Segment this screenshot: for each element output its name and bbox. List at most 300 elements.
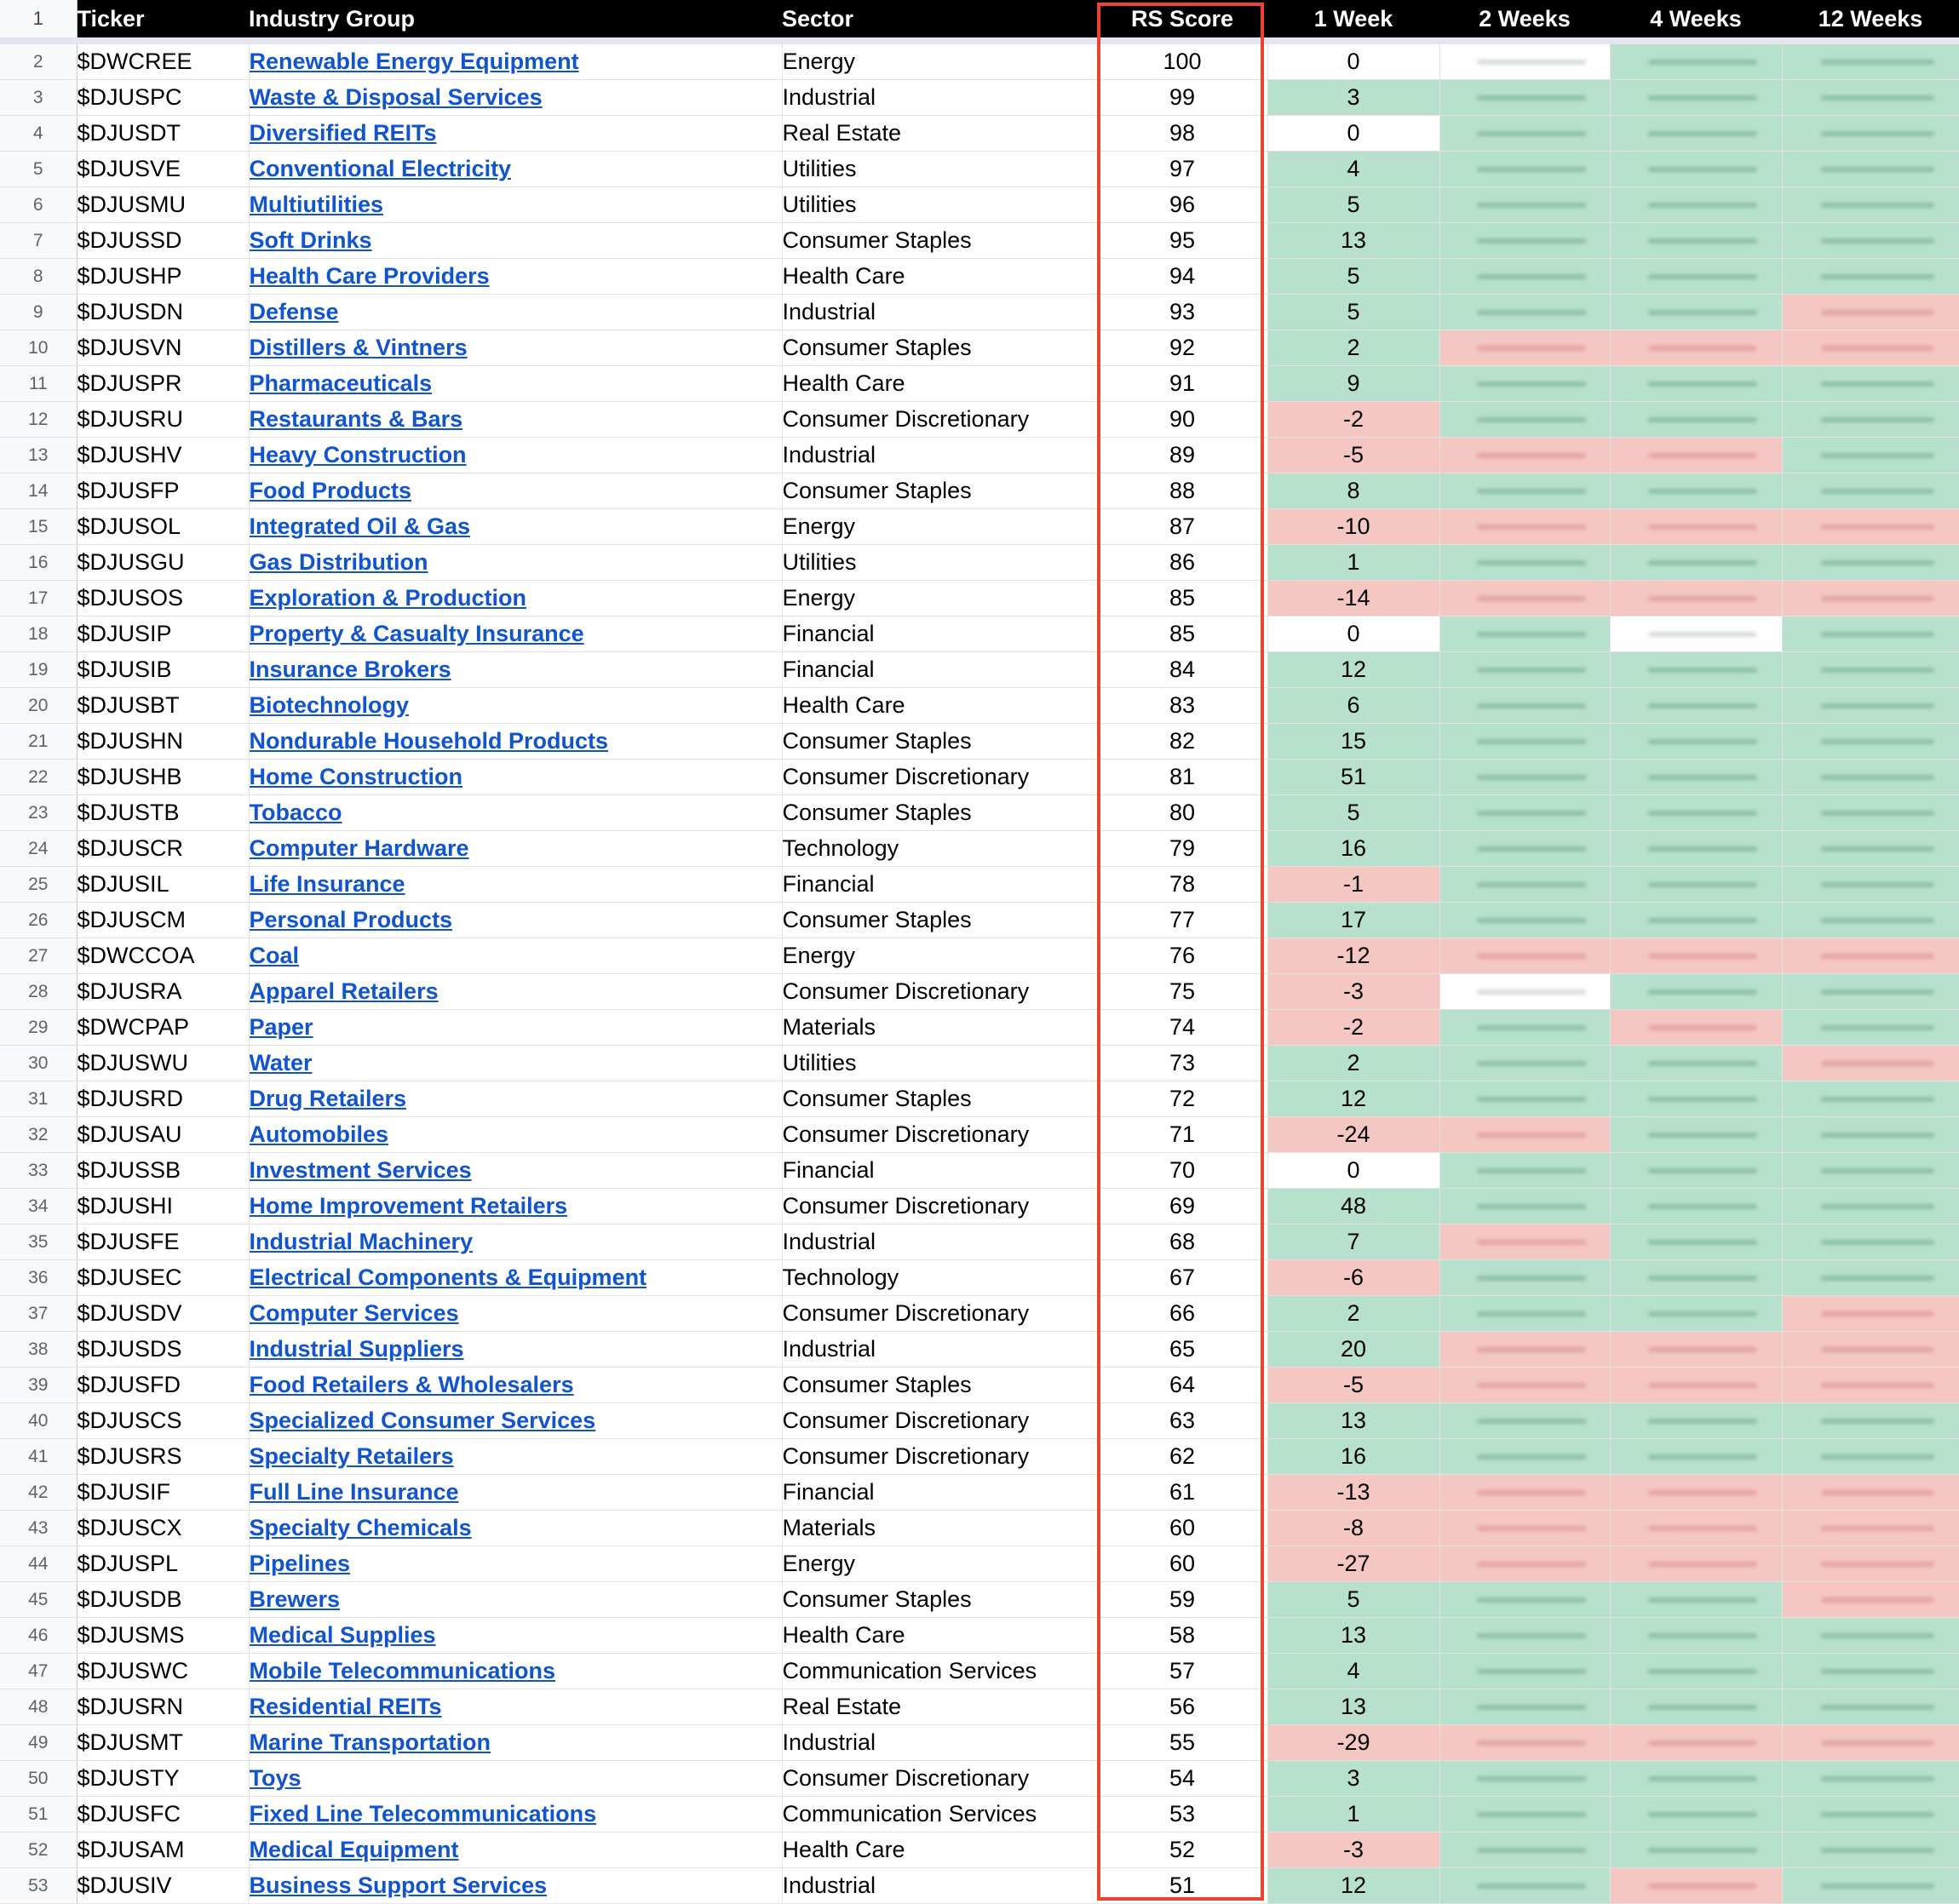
ticker-cell[interactable]: $DJUSRD (77, 1081, 249, 1117)
industry-group-cell[interactable] (249, 438, 782, 473)
one-week-change-cell[interactable]: 20 (1267, 1332, 1439, 1368)
two-weeks-change-cell[interactable] (1439, 617, 1610, 652)
rs-score-cell[interactable]: 62 (1097, 1439, 1267, 1475)
one-week-change-cell[interactable]: 13 (1267, 223, 1439, 259)
rs-score-cell[interactable]: 93 (1097, 295, 1267, 330)
four-weeks-change-cell[interactable] (1610, 1546, 1782, 1582)
industry-group-link[interactable]: Apparel Retailers (249, 978, 439, 1004)
row-number-cell[interactable]: 53 (0, 1868, 77, 1904)
industry-group-link[interactable]: Drug Retailers (249, 1086, 407, 1111)
one-week-change-cell[interactable]: 4 (1267, 1654, 1439, 1689)
two-weeks-change-cell[interactable] (1439, 1046, 1610, 1081)
industry-group-link[interactable]: Business Support Services (249, 1872, 548, 1898)
industry-group-link[interactable]: Renewable Energy Equipment (249, 49, 579, 74)
twelve-weeks-change-cell[interactable] (1782, 617, 1959, 652)
row-number-cell[interactable]: 16 (0, 545, 77, 581)
four-weeks-change-cell[interactable] (1610, 724, 1782, 760)
sector-cell[interactable]: Communication Services (782, 1654, 1097, 1689)
rs-score-cell[interactable]: 64 (1097, 1368, 1267, 1403)
one-week-change-cell[interactable]: 15 (1267, 724, 1439, 760)
industry-group-cell[interactable] (249, 545, 782, 581)
four-weeks-change-cell[interactable] (1610, 974, 1782, 1010)
one-week-change-cell[interactable]: -29 (1267, 1725, 1439, 1761)
industry-group-cell[interactable] (249, 366, 782, 402)
twelve-weeks-change-cell[interactable] (1782, 760, 1959, 795)
row-number-cell[interactable]: 27 (0, 938, 77, 974)
industry-group-cell[interactable] (249, 1153, 782, 1189)
sector-cell[interactable]: Consumer Staples (782, 473, 1097, 509)
two-weeks-change-cell[interactable] (1439, 1868, 1610, 1904)
four-weeks-change-cell[interactable] (1610, 1618, 1782, 1654)
ticker-cell[interactable]: $DJUSRA (77, 974, 249, 1010)
industry-group-link[interactable]: Conventional Electricity (249, 156, 512, 181)
sector-cell[interactable]: Utilities (782, 187, 1097, 223)
column-header-industry-group[interactable]: Industry Group (249, 0, 782, 41)
sector-cell[interactable]: Financial (782, 617, 1097, 652)
industry-group-link[interactable]: Marine Transportation (249, 1729, 491, 1755)
industry-group-link[interactable]: Computer Services (249, 1300, 459, 1326)
twelve-weeks-change-cell[interactable] (1782, 1439, 1959, 1475)
four-weeks-change-cell[interactable] (1610, 80, 1782, 116)
two-weeks-change-cell[interactable] (1439, 867, 1610, 903)
twelve-weeks-change-cell[interactable] (1782, 1153, 1959, 1189)
two-weeks-change-cell[interactable] (1439, 938, 1610, 974)
two-weeks-change-cell[interactable] (1439, 438, 1610, 473)
sector-cell[interactable]: Health Care (782, 1618, 1097, 1654)
two-weeks-change-cell[interactable] (1439, 545, 1610, 581)
industry-group-link[interactable]: Specialized Consumer Services (249, 1408, 596, 1433)
industry-group-cell[interactable] (249, 187, 782, 223)
rs-score-cell[interactable]: 54 (1097, 1761, 1267, 1797)
rs-score-cell[interactable]: 95 (1097, 223, 1267, 259)
twelve-weeks-change-cell[interactable] (1782, 366, 1959, 402)
industry-group-link[interactable]: Paper (249, 1014, 313, 1040)
twelve-weeks-change-cell[interactable] (1782, 1260, 1959, 1296)
twelve-weeks-change-cell[interactable] (1782, 41, 1959, 80)
two-weeks-change-cell[interactable] (1439, 795, 1610, 831)
industry-group-cell[interactable] (249, 760, 782, 795)
sector-cell[interactable]: Real Estate (782, 116, 1097, 152)
industry-group-link[interactable]: Distillers & Vintners (249, 335, 468, 360)
two-weeks-change-cell[interactable] (1439, 1654, 1610, 1689)
industry-group-link[interactable]: Industrial Suppliers (249, 1336, 464, 1362)
industry-group-cell[interactable] (249, 1475, 782, 1511)
ticker-cell[interactable]: $DJUSDT (77, 116, 249, 152)
ticker-cell[interactable]: $DWCPAP (77, 1010, 249, 1046)
sector-cell[interactable]: Health Care (782, 259, 1097, 295)
industry-group-cell[interactable] (249, 974, 782, 1010)
one-week-change-cell[interactable]: -2 (1267, 1010, 1439, 1046)
one-week-change-cell[interactable]: 12 (1267, 652, 1439, 688)
one-week-change-cell[interactable]: 5 (1267, 187, 1439, 223)
sector-cell[interactable]: Energy (782, 938, 1097, 974)
one-week-change-cell[interactable]: 9 (1267, 366, 1439, 402)
ticker-cell[interactable]: $DJUSSB (77, 1153, 249, 1189)
rs-score-cell[interactable]: 59 (1097, 1582, 1267, 1618)
four-weeks-change-cell[interactable] (1610, 1260, 1782, 1296)
industry-group-cell[interactable] (249, 1189, 782, 1224)
ticker-cell[interactable]: $DJUSDN (77, 295, 249, 330)
industry-group-cell[interactable] (249, 1761, 782, 1797)
four-weeks-change-cell[interactable] (1610, 617, 1782, 652)
row-number-cell[interactable]: 18 (0, 617, 77, 652)
four-weeks-change-cell[interactable] (1610, 938, 1782, 974)
twelve-weeks-change-cell[interactable] (1782, 295, 1959, 330)
two-weeks-change-cell[interactable] (1439, 974, 1610, 1010)
row-number-cell[interactable]: 47 (0, 1654, 77, 1689)
ticker-cell[interactable]: $DJUSHI (77, 1189, 249, 1224)
four-weeks-change-cell[interactable] (1610, 1832, 1782, 1868)
row-number-cell[interactable]: 2 (0, 41, 77, 80)
two-weeks-change-cell[interactable] (1439, 1332, 1610, 1368)
ticker-cell[interactable]: $DJUSTB (77, 795, 249, 831)
row-number-cell[interactable]: 21 (0, 724, 77, 760)
rs-score-cell[interactable]: 52 (1097, 1832, 1267, 1868)
industry-group-cell[interactable] (249, 1224, 782, 1260)
sector-cell[interactable]: Energy (782, 509, 1097, 545)
four-weeks-change-cell[interactable] (1610, 1689, 1782, 1725)
twelve-weeks-change-cell[interactable] (1782, 187, 1959, 223)
four-weeks-change-cell[interactable] (1610, 760, 1782, 795)
industry-group-link[interactable]: Computer Hardware (249, 835, 469, 861)
ticker-cell[interactable]: $DJUSIB (77, 652, 249, 688)
row-number-cell[interactable]: 40 (0, 1403, 77, 1439)
industry-group-link[interactable]: Nondurable Household Products (249, 728, 609, 754)
sector-cell[interactable]: Materials (782, 1511, 1097, 1546)
one-week-change-cell[interactable]: 6 (1267, 688, 1439, 724)
four-weeks-change-cell[interactable] (1610, 545, 1782, 581)
four-weeks-change-cell[interactable] (1610, 1296, 1782, 1332)
four-weeks-change-cell[interactable] (1610, 1224, 1782, 1260)
twelve-weeks-change-cell[interactable] (1782, 1046, 1959, 1081)
one-week-change-cell[interactable]: 5 (1267, 295, 1439, 330)
industry-group-cell[interactable] (249, 1868, 782, 1904)
rs-score-cell[interactable]: 72 (1097, 1081, 1267, 1117)
column-header-4-weeks[interactable]: 4 Weeks (1610, 0, 1782, 41)
industry-group-link[interactable]: Personal Products (249, 907, 453, 932)
rs-score-cell[interactable]: 65 (1097, 1332, 1267, 1368)
row-number-cell[interactable]: 26 (0, 903, 77, 938)
one-week-change-cell[interactable]: -1 (1267, 867, 1439, 903)
two-weeks-change-cell[interactable] (1439, 1582, 1610, 1618)
twelve-weeks-change-cell[interactable] (1782, 545, 1959, 581)
two-weeks-change-cell[interactable] (1439, 1117, 1610, 1153)
industry-group-cell[interactable] (249, 938, 782, 974)
row-number-cell[interactable]: 25 (0, 867, 77, 903)
one-week-change-cell[interactable]: -6 (1267, 1260, 1439, 1296)
twelve-weeks-change-cell[interactable] (1782, 1725, 1959, 1761)
twelve-weeks-change-cell[interactable] (1782, 1081, 1959, 1117)
row-number-cell[interactable]: 5 (0, 152, 77, 187)
industry-group-link[interactable]: Health Care Providers (249, 263, 490, 289)
four-weeks-change-cell[interactable] (1610, 223, 1782, 259)
four-weeks-change-cell[interactable] (1610, 1081, 1782, 1117)
one-week-change-cell[interactable]: 4 (1267, 152, 1439, 187)
rs-score-cell[interactable]: 80 (1097, 795, 1267, 831)
four-weeks-change-cell[interactable] (1610, 581, 1782, 617)
ticker-cell[interactable]: $DJUSMU (77, 187, 249, 223)
sector-cell[interactable]: Energy (782, 41, 1097, 80)
one-week-change-cell[interactable]: -10 (1267, 509, 1439, 545)
twelve-weeks-change-cell[interactable] (1782, 1224, 1959, 1260)
sector-cell[interactable]: Consumer Discretionary (782, 402, 1097, 438)
two-weeks-change-cell[interactable] (1439, 1010, 1610, 1046)
one-week-change-cell[interactable]: 48 (1267, 1189, 1439, 1224)
two-weeks-change-cell[interactable] (1439, 724, 1610, 760)
one-week-change-cell[interactable]: -12 (1267, 938, 1439, 974)
one-week-change-cell[interactable]: -13 (1267, 1475, 1439, 1511)
four-weeks-change-cell[interactable] (1610, 509, 1782, 545)
sector-cell[interactable]: Consumer Discretionary (782, 1117, 1097, 1153)
column-header-sector[interactable]: Sector (782, 0, 1097, 41)
sector-cell[interactable]: Financial (782, 1153, 1097, 1189)
twelve-weeks-change-cell[interactable] (1782, 1546, 1959, 1582)
two-weeks-change-cell[interactable] (1439, 116, 1610, 152)
rs-score-cell[interactable]: 66 (1097, 1296, 1267, 1332)
ticker-cell[interactable]: $DJUSCM (77, 903, 249, 938)
row-number-cell[interactable]: 6 (0, 187, 77, 223)
industry-group-cell[interactable] (249, 688, 782, 724)
rs-score-cell[interactable]: 97 (1097, 152, 1267, 187)
industry-group-cell[interactable] (249, 1582, 782, 1618)
ticker-cell[interactable]: $DJUSOS (77, 581, 249, 617)
twelve-weeks-change-cell[interactable] (1782, 724, 1959, 760)
rs-score-cell[interactable]: 71 (1097, 1117, 1267, 1153)
rs-score-cell[interactable]: 85 (1097, 617, 1267, 652)
ticker-cell[interactable]: $DWCCOA (77, 938, 249, 974)
industry-group-cell[interactable] (249, 473, 782, 509)
two-weeks-change-cell[interactable] (1439, 581, 1610, 617)
twelve-weeks-change-cell[interactable] (1782, 1368, 1959, 1403)
two-weeks-change-cell[interactable] (1439, 1224, 1610, 1260)
rs-score-cell[interactable]: 88 (1097, 473, 1267, 509)
two-weeks-change-cell[interactable] (1439, 1439, 1610, 1475)
row-number-cell[interactable]: 42 (0, 1475, 77, 1511)
industry-group-cell[interactable] (249, 1117, 782, 1153)
row-number-cell[interactable]: 38 (0, 1332, 77, 1368)
ticker-cell[interactable]: $DJUSGU (77, 545, 249, 581)
one-week-change-cell[interactable]: -5 (1267, 1368, 1439, 1403)
row-number-cell[interactable]: 23 (0, 795, 77, 831)
two-weeks-change-cell[interactable] (1439, 366, 1610, 402)
twelve-weeks-change-cell[interactable] (1782, 152, 1959, 187)
one-week-change-cell[interactable]: 51 (1267, 760, 1439, 795)
one-week-change-cell[interactable]: 0 (1267, 41, 1439, 80)
industry-group-link[interactable]: Medical Supplies (249, 1622, 436, 1648)
two-weeks-change-cell[interactable] (1439, 41, 1610, 80)
industry-group-cell[interactable] (249, 1368, 782, 1403)
four-weeks-change-cell[interactable] (1610, 473, 1782, 509)
industry-group-link[interactable]: Full Line Insurance (249, 1479, 459, 1505)
four-weeks-change-cell[interactable] (1610, 1761, 1782, 1797)
ticker-cell[interactable]: $DJUSDB (77, 1582, 249, 1618)
industry-group-link[interactable]: Residential REITs (249, 1694, 442, 1719)
sector-cell[interactable]: Utilities (782, 152, 1097, 187)
industry-group-cell[interactable] (249, 1439, 782, 1475)
industry-group-link[interactable]: Exploration & Production (249, 585, 527, 611)
industry-group-cell[interactable] (249, 1725, 782, 1761)
ticker-cell[interactable]: $DJUSPR (77, 366, 249, 402)
rs-score-cell[interactable]: 79 (1097, 831, 1267, 867)
ticker-cell[interactable]: $DJUSPL (77, 1546, 249, 1582)
sector-cell[interactable]: Industrial (782, 295, 1097, 330)
rs-score-cell[interactable]: 91 (1097, 366, 1267, 402)
industry-group-cell[interactable] (249, 724, 782, 760)
ticker-cell[interactable]: $DJUSHP (77, 259, 249, 295)
industry-group-cell[interactable] (249, 295, 782, 330)
ticker-cell[interactable]: $DJUSVN (77, 330, 249, 366)
sector-cell[interactable]: Utilities (782, 1046, 1097, 1081)
industry-group-link[interactable]: Fixed Line Telecommunications (249, 1801, 597, 1827)
row-number-cell[interactable]: 30 (0, 1046, 77, 1081)
twelve-weeks-change-cell[interactable] (1782, 652, 1959, 688)
ticker-cell[interactable]: $DWCREE (77, 41, 249, 80)
column-header-2-weeks[interactable]: 2 Weeks (1439, 0, 1610, 41)
column-header-rs-score[interactable]: RS Score (1097, 0, 1267, 41)
one-week-change-cell[interactable]: -27 (1267, 1546, 1439, 1582)
twelve-weeks-change-cell[interactable] (1782, 795, 1959, 831)
ticker-cell[interactable]: $DJUSMT (77, 1725, 249, 1761)
two-weeks-change-cell[interactable] (1439, 473, 1610, 509)
rs-score-cell[interactable]: 90 (1097, 402, 1267, 438)
ticker-cell[interactable]: $DJUSRU (77, 402, 249, 438)
rs-score-cell[interactable]: 60 (1097, 1511, 1267, 1546)
sector-cell[interactable]: Consumer Staples (782, 724, 1097, 760)
four-weeks-change-cell[interactable] (1610, 366, 1782, 402)
ticker-cell[interactable]: $DJUSCR (77, 831, 249, 867)
sector-cell[interactable]: Consumer Staples (782, 903, 1097, 938)
one-week-change-cell[interactable]: 12 (1267, 1081, 1439, 1117)
two-weeks-change-cell[interactable] (1439, 1725, 1610, 1761)
ticker-cell[interactable]: $DJUSSD (77, 223, 249, 259)
rs-score-cell[interactable]: 81 (1097, 760, 1267, 795)
rs-score-cell[interactable]: 83 (1097, 688, 1267, 724)
rs-score-cell[interactable]: 82 (1097, 724, 1267, 760)
one-week-change-cell[interactable]: 2 (1267, 330, 1439, 366)
row-number-cell[interactable]: 7 (0, 223, 77, 259)
four-weeks-change-cell[interactable] (1610, 1582, 1782, 1618)
industry-group-cell[interactable] (249, 1332, 782, 1368)
rs-score-cell[interactable]: 75 (1097, 974, 1267, 1010)
four-weeks-change-cell[interactable] (1610, 1010, 1782, 1046)
column-header-1-week[interactable]: 1 Week (1267, 0, 1439, 41)
rs-score-cell[interactable]: 92 (1097, 330, 1267, 366)
industry-group-link[interactable]: Restaurants & Bars (249, 406, 463, 432)
ticker-cell[interactable]: $DJUSFP (77, 473, 249, 509)
twelve-weeks-change-cell[interactable] (1782, 1475, 1959, 1511)
four-weeks-change-cell[interactable] (1610, 402, 1782, 438)
rs-score-cell[interactable]: 63 (1097, 1403, 1267, 1439)
rs-score-cell[interactable]: 98 (1097, 116, 1267, 152)
industry-group-link[interactable]: Automobiles (249, 1121, 389, 1147)
one-week-change-cell[interactable]: -5 (1267, 438, 1439, 473)
twelve-weeks-change-cell[interactable] (1782, 223, 1959, 259)
rs-score-cell[interactable]: 87 (1097, 509, 1267, 545)
one-week-change-cell[interactable]: 5 (1267, 795, 1439, 831)
twelve-weeks-change-cell[interactable] (1782, 473, 1959, 509)
twelve-weeks-change-cell[interactable] (1782, 1689, 1959, 1725)
four-weeks-change-cell[interactable] (1610, 1725, 1782, 1761)
column-header-12-weeks[interactable]: 12 Weeks (1782, 0, 1959, 41)
twelve-weeks-change-cell[interactable] (1782, 1797, 1959, 1832)
two-weeks-change-cell[interactable] (1439, 1832, 1610, 1868)
industry-group-cell[interactable] (249, 116, 782, 152)
two-weeks-change-cell[interactable] (1439, 509, 1610, 545)
four-weeks-change-cell[interactable] (1610, 1797, 1782, 1832)
industry-group-link[interactable]: Waste & Disposal Services (249, 84, 543, 110)
rs-score-cell[interactable]: 86 (1097, 545, 1267, 581)
industry-group-cell[interactable] (249, 402, 782, 438)
industry-group-link[interactable]: Home Construction (249, 764, 463, 789)
rs-score-cell[interactable]: 99 (1097, 80, 1267, 116)
column-header-ticker[interactable]: Ticker (77, 0, 249, 41)
ticker-cell[interactable]: $DJUSIF (77, 1475, 249, 1511)
twelve-weeks-change-cell[interactable] (1782, 688, 1959, 724)
rs-score-cell[interactable]: 69 (1097, 1189, 1267, 1224)
rs-score-cell[interactable]: 68 (1097, 1224, 1267, 1260)
one-week-change-cell[interactable]: -8 (1267, 1511, 1439, 1546)
two-weeks-change-cell[interactable] (1439, 1797, 1610, 1832)
one-week-change-cell[interactable]: 1 (1267, 545, 1439, 581)
twelve-weeks-change-cell[interactable] (1782, 1296, 1959, 1332)
one-week-change-cell[interactable]: 3 (1267, 80, 1439, 116)
ticker-cell[interactable]: $DJUSFD (77, 1368, 249, 1403)
row-number-cell[interactable]: 13 (0, 438, 77, 473)
industry-group-link[interactable]: Electrical Components & Equipment (249, 1265, 647, 1290)
four-weeks-change-cell[interactable] (1610, 259, 1782, 295)
one-week-change-cell[interactable]: 0 (1267, 617, 1439, 652)
row-number-cell[interactable]: 24 (0, 831, 77, 867)
twelve-weeks-change-cell[interactable] (1782, 831, 1959, 867)
industry-group-cell[interactable] (249, 509, 782, 545)
rs-score-cell[interactable]: 51 (1097, 1868, 1267, 1904)
row-number-cell[interactable]: 20 (0, 688, 77, 724)
twelve-weeks-change-cell[interactable] (1782, 938, 1959, 974)
row-number-cell[interactable]: 15 (0, 509, 77, 545)
row-number-cell[interactable]: 8 (0, 259, 77, 295)
two-weeks-change-cell[interactable] (1439, 1546, 1610, 1582)
two-weeks-change-cell[interactable] (1439, 1618, 1610, 1654)
sector-cell[interactable]: Consumer Discretionary (782, 1761, 1097, 1797)
two-weeks-change-cell[interactable] (1439, 223, 1610, 259)
row-number-cell[interactable]: 10 (0, 330, 77, 366)
sector-cell[interactable]: Industrial (782, 438, 1097, 473)
rs-score-cell[interactable]: 74 (1097, 1010, 1267, 1046)
rs-score-cell[interactable]: 96 (1097, 187, 1267, 223)
four-weeks-change-cell[interactable] (1610, 1439, 1782, 1475)
two-weeks-change-cell[interactable] (1439, 152, 1610, 187)
four-weeks-change-cell[interactable] (1610, 1153, 1782, 1189)
industry-group-link[interactable]: Multiutilities (249, 192, 383, 217)
two-weeks-change-cell[interactable] (1439, 1260, 1610, 1296)
rs-score-cell[interactable]: 94 (1097, 259, 1267, 295)
rs-score-cell[interactable]: 61 (1097, 1475, 1267, 1511)
twelve-weeks-change-cell[interactable] (1782, 1582, 1959, 1618)
industry-group-cell[interactable] (249, 652, 782, 688)
one-week-change-cell[interactable]: -3 (1267, 974, 1439, 1010)
sector-cell[interactable]: Consumer Discretionary (782, 1189, 1097, 1224)
one-week-change-cell[interactable]: 7 (1267, 1224, 1439, 1260)
twelve-weeks-change-cell[interactable] (1782, 974, 1959, 1010)
one-week-change-cell[interactable]: 2 (1267, 1296, 1439, 1332)
twelve-weeks-change-cell[interactable] (1782, 1618, 1959, 1654)
one-week-change-cell[interactable]: 0 (1267, 116, 1439, 152)
two-weeks-change-cell[interactable] (1439, 1153, 1610, 1189)
sector-cell[interactable]: Industrial (782, 1868, 1097, 1904)
row-number-cell[interactable]: 9 (0, 295, 77, 330)
row-number-cell[interactable]: 17 (0, 581, 77, 617)
industry-group-link[interactable]: Coal (249, 943, 300, 968)
